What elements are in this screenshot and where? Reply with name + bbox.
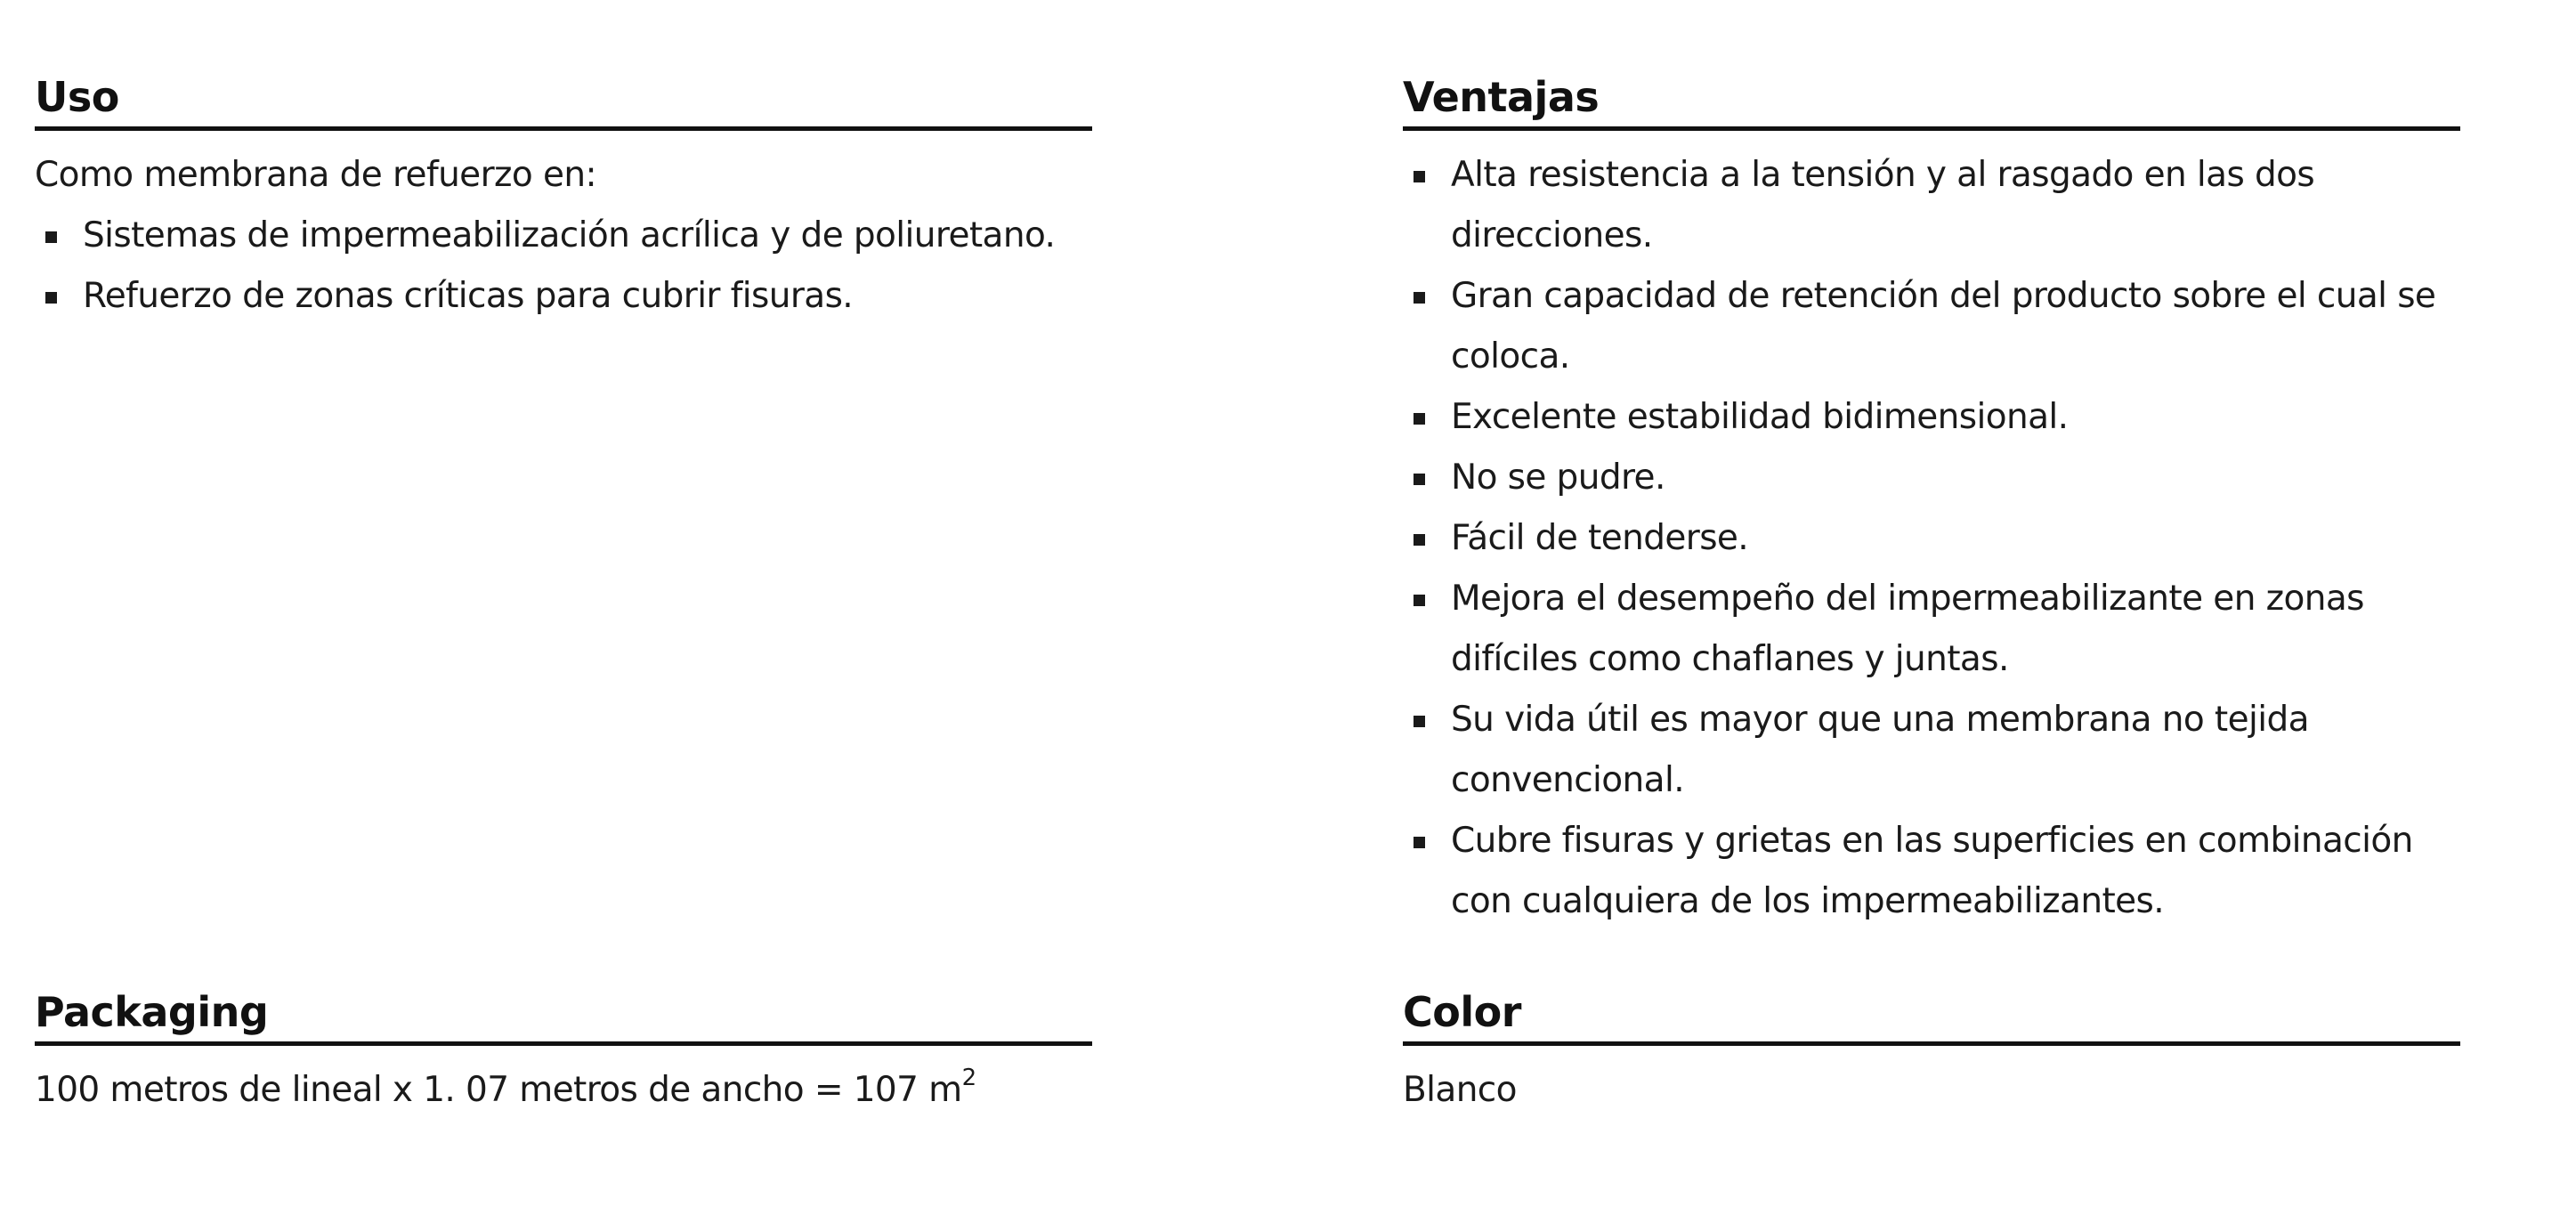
section-divider xyxy=(1403,126,2460,131)
list-item xyxy=(1403,508,2460,569)
list-item xyxy=(1403,569,2460,690)
packaging-text xyxy=(35,1060,1092,1121)
section-divider xyxy=(1403,1041,2460,1046)
bullet-icon xyxy=(1414,413,1425,425)
packaging-value: 100 metros de lineal x 1. 07 metros de ancho = 107 m xyxy=(35,1070,962,1110)
color-value: Blanco xyxy=(1403,1070,1517,1110)
list-item xyxy=(35,266,1092,327)
uso-intro-text: Como membrana de refuerzo en: xyxy=(35,155,596,195)
section-divider xyxy=(35,1041,1092,1046)
uso-bullet-list xyxy=(35,206,1092,327)
unit-superscript: 2 xyxy=(961,1065,976,1091)
list-item-text: Mejora el desempeño del impermeabilizante en zonas difíciles como chaflanes y juntas. xyxy=(1451,579,2364,679)
list-item-text: No se pudre. xyxy=(1451,458,1665,498)
list-item-text: Sistemas de impermeabilización acrílica y de poliuretano. xyxy=(83,215,1056,255)
ventajas-bullet-list xyxy=(1403,145,2460,932)
bullet-icon xyxy=(1414,837,1425,848)
list-item-text: Refuerzo de zonas críticas para cubrir fisuras. xyxy=(83,276,854,316)
list-item xyxy=(1403,690,2460,811)
bullet-icon xyxy=(1414,595,1425,606)
list-item-text: Fácil de tenderse. xyxy=(1451,518,1749,558)
list-item-text: Su vida útil es mayor que una membrana no tejida convencional. xyxy=(1451,700,2309,800)
section-uso xyxy=(35,53,1092,327)
bullet-icon xyxy=(45,231,57,243)
list-item xyxy=(1403,448,2460,508)
list-item xyxy=(1403,145,2460,266)
section-color xyxy=(1403,968,2460,1121)
bullet-icon xyxy=(1414,292,1425,304)
section-divider xyxy=(35,126,1092,131)
section-title-color: Color xyxy=(1403,988,1521,1036)
list-item-text: Gran capacidad de retención del producto sobre el cual se coloca. xyxy=(1451,276,2436,377)
bullet-icon xyxy=(1414,171,1425,182)
list-item-text: Cubre fisuras y grietas en las superficies en combinación con cualquiera de los impermeabilizantes. xyxy=(1451,821,2413,921)
section-ventajas xyxy=(1403,53,2460,932)
section-packaging xyxy=(35,968,1092,1121)
list-item xyxy=(1403,811,2460,932)
bullet-icon xyxy=(45,292,57,304)
bullet-icon xyxy=(1414,534,1425,546)
list-item xyxy=(35,206,1092,266)
list-item-text: Alta resistencia a la tensión y al rasgado en las dos direcciones. xyxy=(1451,155,2315,255)
list-item xyxy=(1403,266,2460,387)
list-item xyxy=(1403,387,2460,448)
list-item-text: Excelente estabilidad bidimensional. xyxy=(1451,397,2069,437)
bullet-icon xyxy=(1414,716,1425,727)
section-title-uso: Uso xyxy=(35,73,119,121)
section-title-ventajas: Ventajas xyxy=(1403,73,1600,121)
bullet-icon xyxy=(1414,474,1425,485)
section-title-packaging: Packaging xyxy=(35,988,269,1036)
